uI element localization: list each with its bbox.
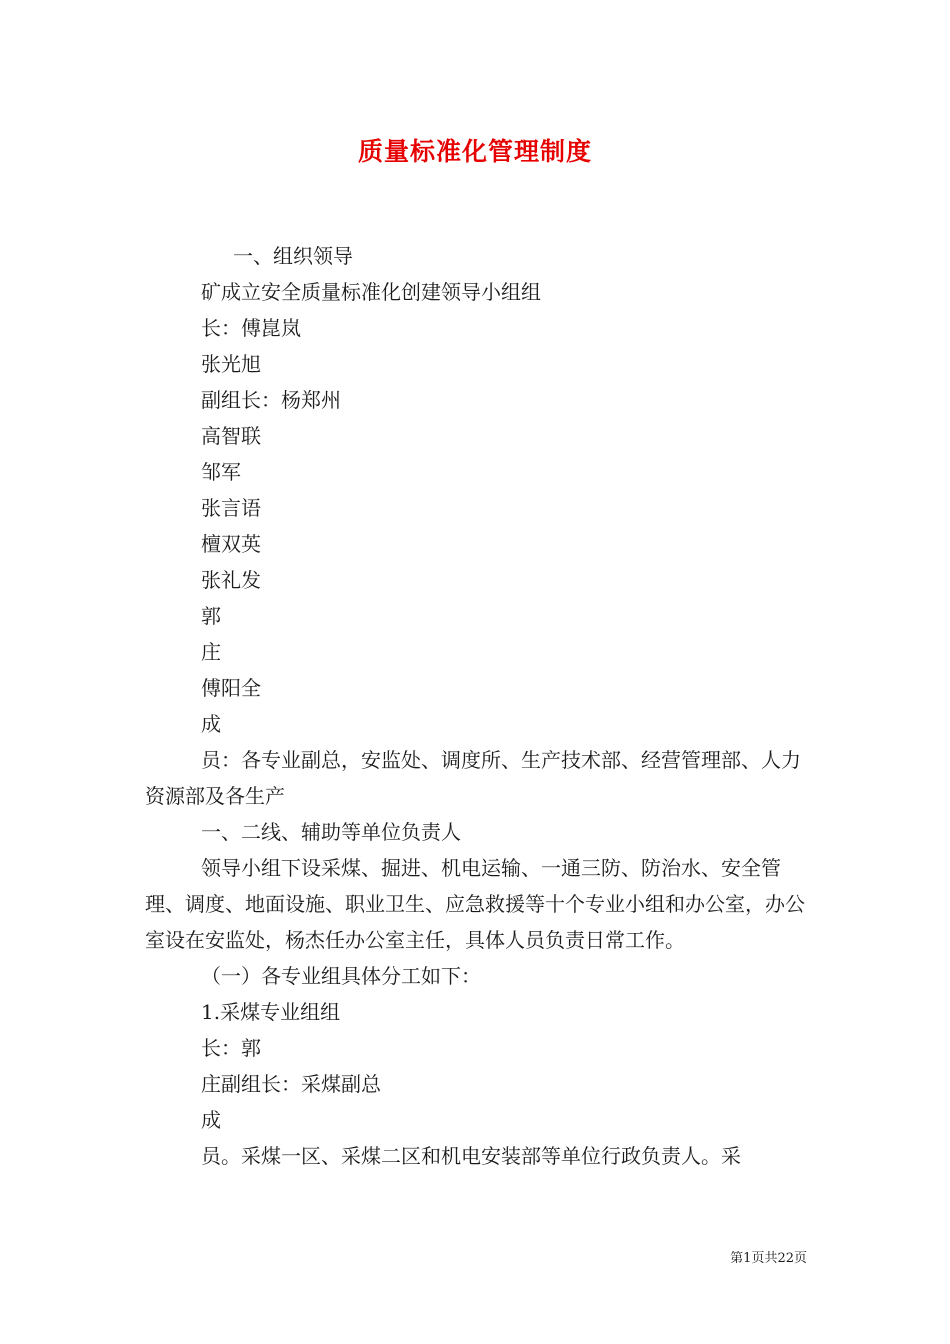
- document-body: [145, 238, 810, 1174]
- text-line: 庄: [201, 640, 221, 664]
- text-line: 矿成立安全质量标准化创建领导小组组: [201, 280, 541, 304]
- text-line: 一、组织领导: [233, 244, 353, 268]
- text-line: 张言语: [201, 496, 261, 520]
- text-line: 员。采煤一区、采煤二区和机电安装部等单位行政负责人。采: [201, 1144, 741, 1168]
- text-line: 副组长：杨郑州: [201, 388, 341, 412]
- text-line: 长：郭: [201, 1036, 261, 1060]
- text-line: （一）各专业组具体分工如下：: [201, 964, 481, 988]
- text-line: 张礼发: [201, 568, 261, 592]
- text-line: 高智联: [201, 424, 261, 448]
- text-line: 一、二线、辅助等单位负责人: [201, 820, 461, 844]
- text-line: 1.采煤专业组组: [201, 1000, 341, 1024]
- text-line: 成: [201, 1108, 221, 1132]
- text-line: 庄副组长：采煤副总: [201, 1072, 381, 1096]
- text-line: 郭: [201, 604, 221, 628]
- text-line: 成: [201, 712, 221, 736]
- text-line: 张光旭: [201, 352, 261, 376]
- document-title: 质量标准化管理制度: [357, 137, 592, 166]
- text-line: 邹军: [201, 460, 241, 484]
- text-line: 长：傅崑岚: [201, 316, 301, 340]
- paragraph: 领导小组下设采煤、掘进、机电运输、一通三防、防治水、安全管理、调度、地面设施、职业卫生、应急救援等十个专业小组和办公室，办公室设在安监处，杨杰任办公室主任，具体人员负责日常工作。: [145, 856, 805, 952]
- text-line: 檀双英: [201, 532, 261, 556]
- text-line: 傅阳全: [201, 676, 261, 700]
- page-number: 第1页共22页: [730, 1251, 807, 1266]
- paragraph: 员：各专业副总，安监处、调度所、生产技术部、经营管理部、人力资源部及各生产: [145, 748, 801, 808]
